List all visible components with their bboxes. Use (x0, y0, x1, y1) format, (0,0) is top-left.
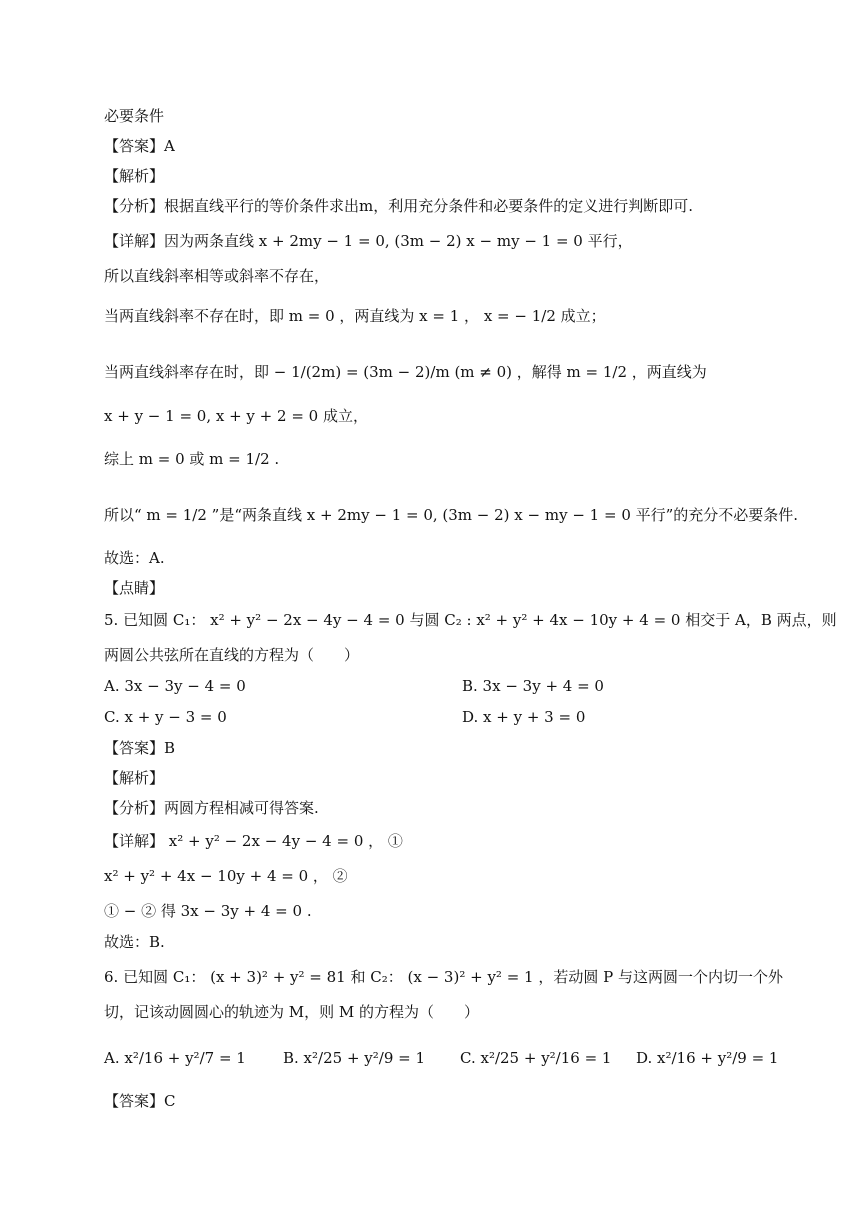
detail-line: 【详解】 x² + y² − 2x − 4y − 4 = 0 ， ① (104, 832, 403, 850)
option-c: C. x + y − 3 = 0 (104, 708, 227, 726)
option-b: B. x²/25 + y²/9 = 1 (283, 1049, 426, 1067)
option-d: D. x²/16 + y²/9 = 1 (636, 1049, 779, 1067)
option-b: B. 3x − 3y + 4 = 0 (462, 677, 604, 695)
text-line: 当两直线斜率存在时，即 − 1/(2m) = (3m − 2)/m (m ≠ 0) ，解得 m = 1/2 ，两直线为 (104, 363, 707, 381)
option-a: A. 3x − 3y − 4 = 0 (104, 677, 246, 695)
text-line: 所以直线斜率相等或斜率不存在， (104, 267, 330, 285)
detail-line: 【详解】因为两条直线 x + 2my − 1 = 0, (3m − 2) x − my − 1 = 0 平行， (104, 232, 633, 250)
analysis-line: 【分析】根据直线平行的等价条件求出m，利用充分条件和必要条件的定义进行判断即可. (104, 197, 693, 215)
text-line: 当两直线斜率不存在时，即 m = 0 ，两直线为 x = 1 ， x = − 1/2 成立； (104, 307, 606, 325)
analysis-heading: 【解析】 (104, 167, 165, 185)
option-d: D. x + y + 3 = 0 (462, 708, 586, 726)
text-line: 所以“ m = 1/2 ”是“两条直线 x + 2my − 1 = 0, (3m − 2) x − my − 1 = 0 平行”的充分不必要条件. (104, 506, 799, 524)
question-5-cont: 两圆公共弦所在直线的方程为（ ） (104, 646, 360, 664)
answer-label: 【答案】B (104, 739, 176, 757)
question-5: 5. 已知圆 C₁： x² + y² − 2x − 4y − 4 = 0 与圆 C₂ : x² + y² + 4x − 10y + 4 = 0 相交于 A，B 两点，则 (104, 611, 837, 629)
analysis-heading: 【解析】 (104, 769, 165, 787)
equation-line: ① − ② 得 3x − 3y + 4 = 0 . (104, 902, 312, 920)
text-line: x + y − 1 = 0, x + y + 2 = 0 成立， (104, 407, 368, 425)
answer-label: 【答案】C (104, 1092, 176, 1110)
text-line: 综上 m = 0 或 m = 1/2 . (104, 450, 280, 468)
remark-heading: 【点睛】 (104, 579, 165, 597)
text-line: 必要条件 (104, 107, 165, 125)
choice-line: 故选：B. (104, 933, 165, 951)
option-a: A. x²/16 + y²/7 = 1 (104, 1049, 246, 1067)
equation-line: x² + y² + 4x − 10y + 4 = 0 ， ② (104, 867, 348, 885)
question-6: 6. 已知圆 C₁： (x + 3)² + y² = 81 和 C₂： (x − 3)² + y² = 1 ，若动圆 P 与这两圆一个内切一个外 (104, 968, 783, 986)
choice-line: 故选：A. (104, 549, 165, 567)
question-6-cont: 切，记该动圆圆心的轨迹为 M，则 M 的方程为（ ） (104, 1003, 480, 1021)
analysis-line: 【分析】两圆方程相减可得答案. (104, 799, 319, 817)
answer-label: 【答案】A (104, 137, 175, 155)
option-c: C. x²/25 + y²/16 = 1 (460, 1049, 612, 1067)
